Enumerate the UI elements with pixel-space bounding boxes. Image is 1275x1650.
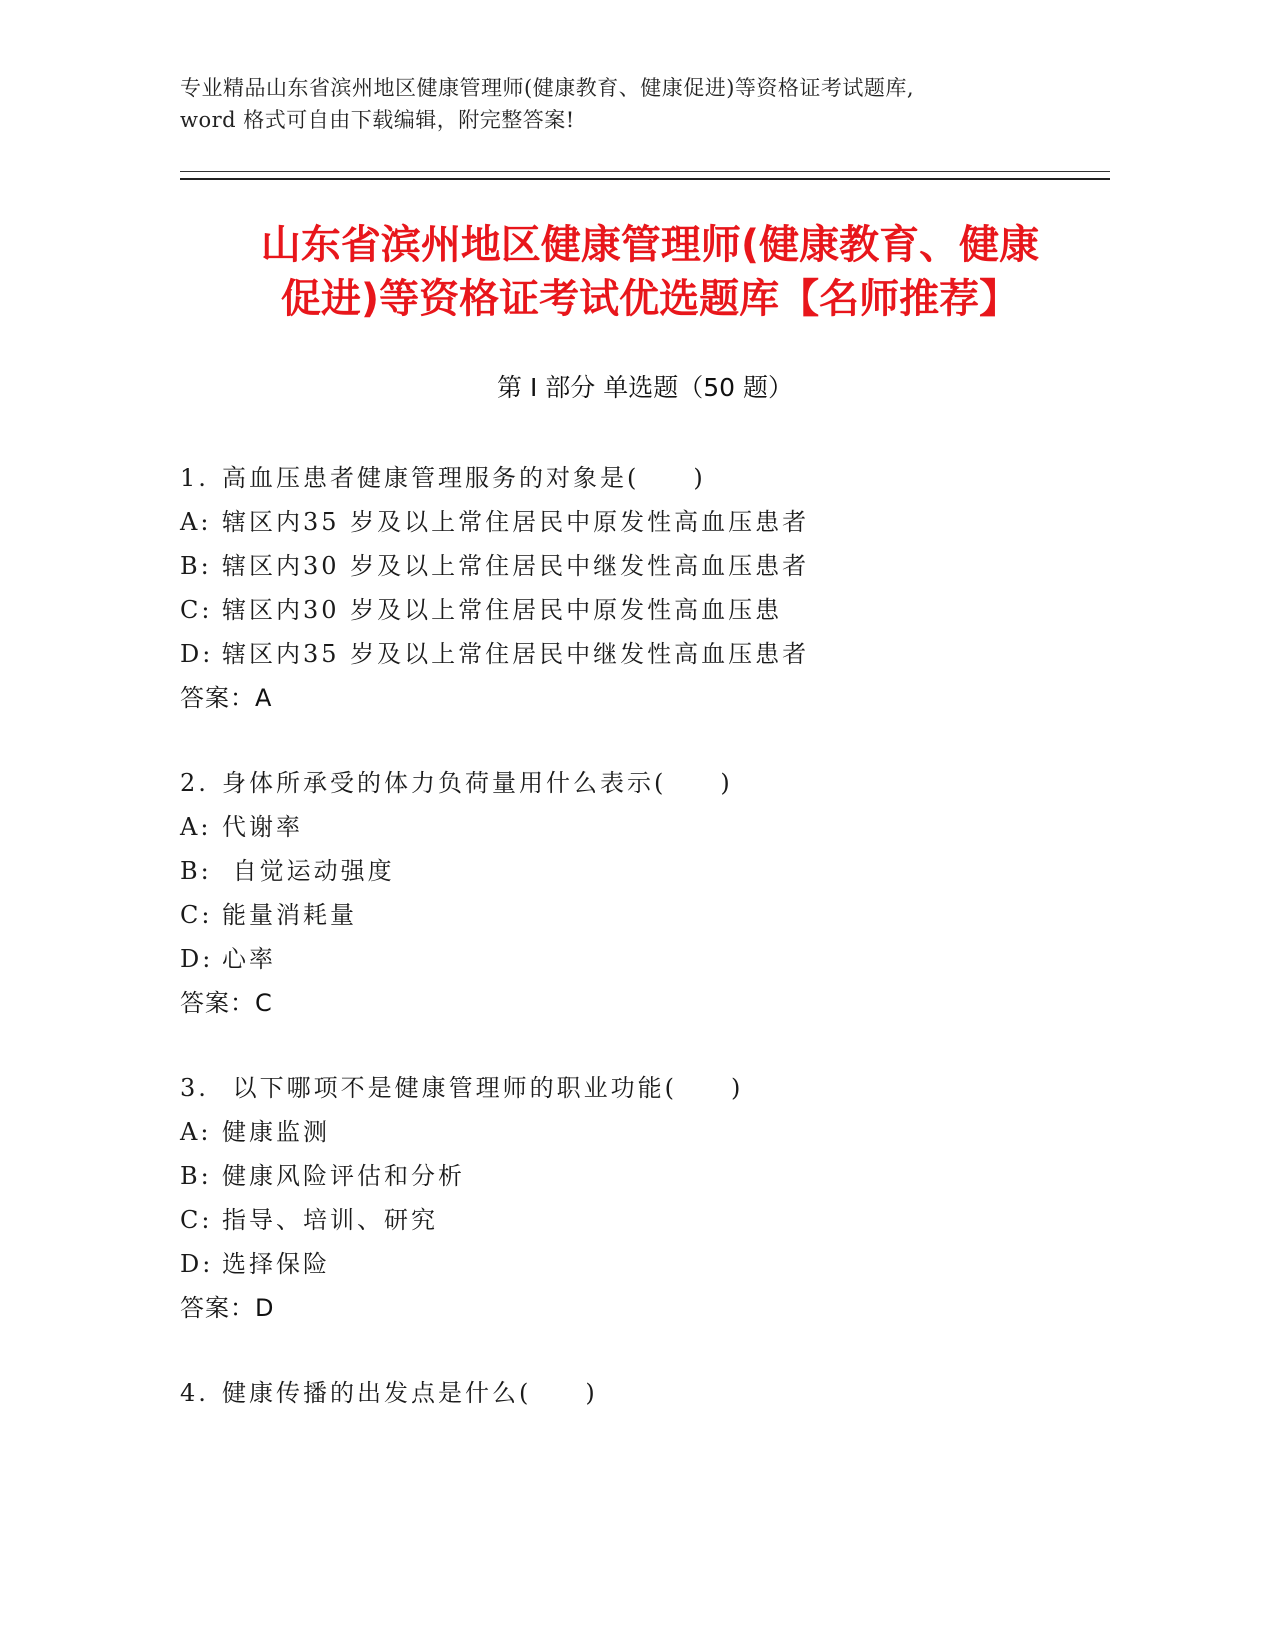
header-divider-thin [180,171,1110,172]
option-text: 心率 [222,945,276,973]
option-text: 自觉运动强度 [222,857,395,885]
option-text: 辖区内30 岁及以上常住居民中继发性高血压患者 [222,552,810,580]
option-letter: C: [180,1206,213,1234]
section-title: 第 I 部分 单选题（50 题） [497,373,793,402]
answer: 答案：A [180,684,273,712]
option-text: 能量消耗量 [222,901,357,929]
document-title-line-2: 促进)等资格证考试优选题库【名师推荐】 [280,276,1020,322]
question-list [180,456,1110,1456]
option-letter: D: [180,945,214,973]
option-text: 辖区内35 岁及以上常住居民中原发性高血压患者 [222,508,810,536]
option-d [180,937,1110,981]
option-b [180,1154,1110,1198]
option-d [180,632,1110,676]
option-letter: D: [180,1250,214,1278]
option-c [180,588,1110,632]
document-title-line-1: 山东省滨州地区健康管理师(健康教育、健康 [260,222,1040,268]
option-text: 指导、培训、研究 [222,1206,438,1234]
option-a [180,805,1110,849]
option-a [180,1110,1110,1154]
question-4 [180,1371,1110,1415]
question-stem [180,761,1110,805]
option-letter: B: [180,857,212,885]
question-1 [180,456,1110,720]
option-text: 健康监测 [222,1118,330,1146]
question-stem [180,456,1110,500]
option-text: 辖区内30 岁及以上常住居民中原发性高血压患 [222,596,783,624]
answer: 答案：C [180,989,273,1017]
option-d [180,1242,1110,1286]
option-b [180,849,1110,893]
question-number: 1. [180,464,209,492]
header-divider-thick [180,178,1110,180]
document-title [180,218,1120,326]
question-number: 3. [180,1074,209,1102]
option-text: 辖区内35 岁及以上常住居民中继发性高血压患者 [222,640,810,668]
option-letter: B: [180,1162,212,1190]
question-stem [180,1066,1110,1110]
answer: 答案：D [180,1294,275,1322]
question-text: 健康传播的出发点是什么( ) [222,1379,598,1407]
question-number: 4. [180,1379,209,1407]
option-letter: A: [180,1118,212,1146]
header-note [180,72,1110,136]
question-text: 高血压患者健康管理服务的对象是( ) [222,464,706,492]
option-c [180,1198,1110,1242]
option-c [180,893,1110,937]
option-letter: B: [180,552,212,580]
option-text: 选择保险 [222,1250,330,1278]
option-b [180,544,1110,588]
option-text: 健康风险评估和分析 [222,1162,465,1190]
question-text: 以下哪项不是健康管理师的职业功能( ) [222,1074,744,1102]
option-letter: C: [180,901,213,929]
header-note-line-1: 专业精品山东省滨州地区健康管理师(健康教育、健康促进)等资格证考试题库, [180,76,915,100]
question-3 [180,1066,1110,1330]
question-text: 身体所承受的体力负荷量用什么表示( ) [222,769,733,797]
option-text: 代谢率 [222,813,303,841]
question-number: 2. [180,769,209,797]
option-letter: A: [180,813,212,841]
question-2 [180,761,1110,1025]
header-note-line-2: word 格式可自由下载编辑，附完整答案! [180,108,575,132]
option-a [180,500,1110,544]
option-letter: D: [180,640,214,668]
question-stem [180,1371,1110,1415]
option-letter: A: [180,508,212,536]
option-letter: C: [180,596,213,624]
